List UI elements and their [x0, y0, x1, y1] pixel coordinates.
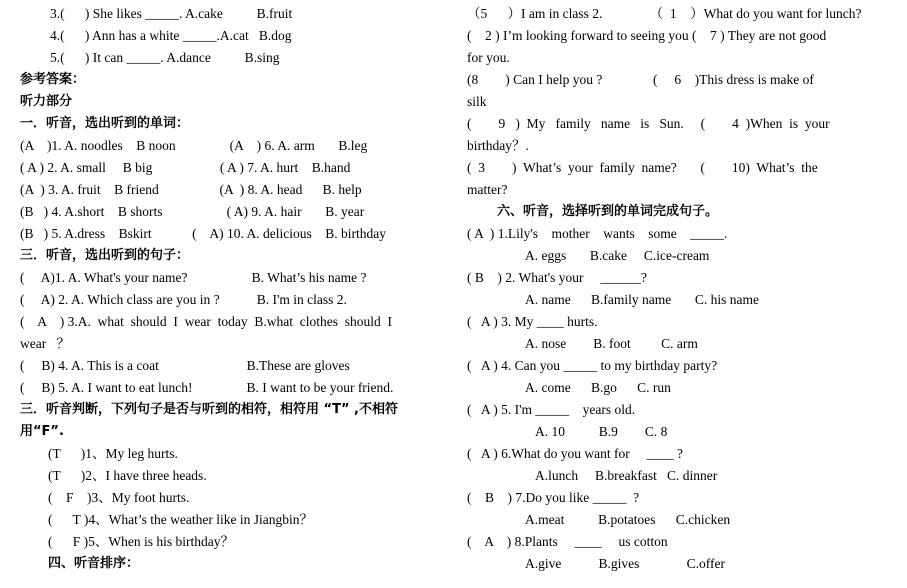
section2-row: ( B) 5. A. I want to eat lunch! B. I want to be your friend. — [20, 380, 394, 395]
section2-row: ( A)1. A. What's your name? B. What’s his name ? — [20, 270, 367, 285]
order-row: ( 9 ) My family name is Sun. ( 4 )When is your — [467, 116, 830, 131]
section2-row-continued: wear ？ — [20, 336, 70, 351]
section6-question: ( A ) 4. Can you _____ to my birthday party? — [467, 358, 718, 373]
section6-title: 六、听音，选择听到的单词完成句子。 — [497, 204, 719, 219]
question-3: 3.( ) She likes _____. A.cake B.fruit — [50, 6, 293, 21]
order-row-continued: matter? — [467, 182, 508, 197]
section4-title: 四、听音排序： — [48, 556, 140, 571]
order-row: (8 ) Can I help you ? ( 6 )This dress is make of — [467, 72, 814, 87]
section6-question: ( A ) 3. My ____ hurts. — [467, 314, 598, 329]
section6-question: ( A ) 6.What do you want for ____ ? — [467, 446, 683, 461]
section2-row: ( A ) 3.A. what should I wear today B.what clothes should I — [20, 314, 392, 329]
section6-options: A. nose B. foot C. arm — [525, 336, 698, 351]
section6-question: ( B ) 2. What's your ______? — [467, 270, 647, 285]
section6-question: ( A ) 8.Plants ____ us cotton — [467, 534, 668, 549]
section3-row: ( F )3、My foot hurts. — [48, 490, 190, 505]
section6-options: A.meat B.potatoes C.chicken — [525, 512, 731, 527]
answer-key-title: 参考答案： — [20, 72, 86, 87]
section1-row: (B ) 4. A.short B shorts ( A) 9. A. hair B. year — [20, 204, 365, 219]
order-row: ( 3 ) What’s your family name? ( 10) What’s the — [467, 160, 818, 175]
section3-row: ( F )5、When is his birthday？ — [48, 534, 234, 549]
section3-row: (T )2、I have three heads. — [48, 468, 207, 483]
order-row: ( 2 ) I’m looking forward to seeing you ( 7 ) They are not good — [467, 28, 827, 43]
section6-options: A. name B.family name C. his name — [525, 292, 759, 307]
question-5: 5.( ) It can _____. A.dance B.sing — [50, 50, 280, 65]
order-row-continued: for you. — [467, 50, 510, 65]
section6-options: A. 10 B.9 C. 8 — [535, 424, 668, 439]
section3-row: ( T )4、What’s the weather like in Jiangbin？ — [48, 512, 313, 527]
listening-title: 听力部分 — [20, 94, 73, 109]
section1-title: 一．听音，选出听到的单词： — [20, 116, 190, 131]
section1-row: (A )1. A. noodles B noon (A ) 6. A. arm B.leg — [20, 138, 368, 153]
section6-options: A. come B.go C. run — [525, 380, 671, 395]
section3-title-line2: 用“F”. — [20, 424, 64, 439]
section2-row: ( A) 2. A. Which class are you in ? B. I'm in class 2. — [20, 292, 347, 307]
order-row-continued: birthday？. — [467, 138, 529, 153]
section6-question: ( A ) 1.Lily's mother wants some _____. — [467, 226, 728, 241]
section3-title-line1: 三．听音判断，下列句子是否与听到的相符，相符用 “T” ,不相符 — [20, 402, 398, 417]
section6-options: A.lunch B.breakfast C. dinner — [535, 468, 718, 483]
section1-row: (B ) 5. A.dress Bskirt ( A) 10. A. delicious B. birthday — [20, 226, 386, 241]
section2-row: ( B) 4. A. This is a coat B.These are gloves — [20, 358, 350, 373]
section6-question: ( A ) 5. I'm _____ years old. — [467, 402, 636, 417]
order-row-continued: silk — [467, 94, 487, 109]
question-4: 4.( ) Ann has a white _____.A.cat B.dog — [50, 28, 292, 43]
section2-title: 三．听音，选出听到的句子： — [20, 248, 190, 263]
section6-question: ( B ) 7.Do you like _____ ? — [467, 490, 640, 505]
section3-row: (T )1、My leg hurts. — [48, 446, 178, 461]
section6-options: A. eggs B.cake C.ice-cream — [525, 248, 710, 263]
order-row: （5 ）I am in class 2. （ 1 ）What do you want for lunch? — [467, 6, 862, 21]
section6-options: A.give B.gives C.offer — [525, 556, 725, 571]
section1-row: (A ) 3. A. fruit B friend (A ) 8. A. head B. help — [20, 182, 362, 197]
section1-row: ( A ) 2. A. small B big ( A ) 7. A. hurt B.hand — [20, 160, 351, 175]
